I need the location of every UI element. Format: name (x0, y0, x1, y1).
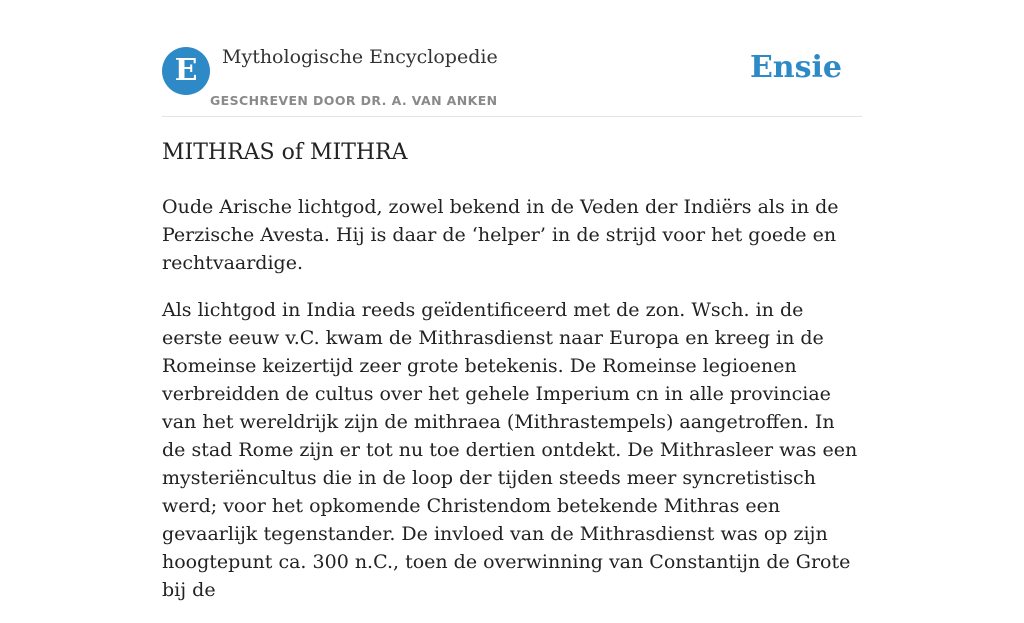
article-title: MITHRAS of MITHRA (162, 140, 408, 165)
author-line[interactable]: GESCHREVEN DOOR DR. A. VAN ANKEN (210, 93, 498, 108)
article-body (162, 193, 862, 623)
publication-logo-icon[interactable]: E (162, 47, 210, 95)
article-header (162, 40, 862, 117)
site-logo[interactable]: Ensie (749, 50, 842, 85)
paragraph: Als lichtgod in India reeds geïdentificeerd met de zon. Wsch. in de eerste eeuw v.C. kwam de Mithrasdienst naar Europa en kreeg in de Romeinse keizertijd zeer grote betekenis. De Romeinse legioenen verbreidden de cultus over het gehele Imperium cn in alle provinciae van het wereldrijk zijn de mithraea (Mithrastempels) aangetroffen. In de stad Rome zijn er tot nu toe dertien ontdekt. De Mithrasleer was een mysteriëncultus die in de loop der tijden steeds meer syncretistisch werd; voor het opkomende Christendom betekende Mithras een gevaarlijk tegenstander. De invloed van de Mithrasdienst was op zijn hoogtepunt ca. 300 n.C., toen de overwinning van Constantijn de Grote bij de (162, 299, 858, 601)
publication-title[interactable]: Mythologische Encyclopedie (222, 46, 498, 68)
paragraph: Oude Arische lichtgod, zowel bekend in de Veden der Indiërs als in de Perzische Avesta. Hij is daar de ‘helper’ in de strijd voor het goede en rechtvaardige. (162, 196, 839, 274)
